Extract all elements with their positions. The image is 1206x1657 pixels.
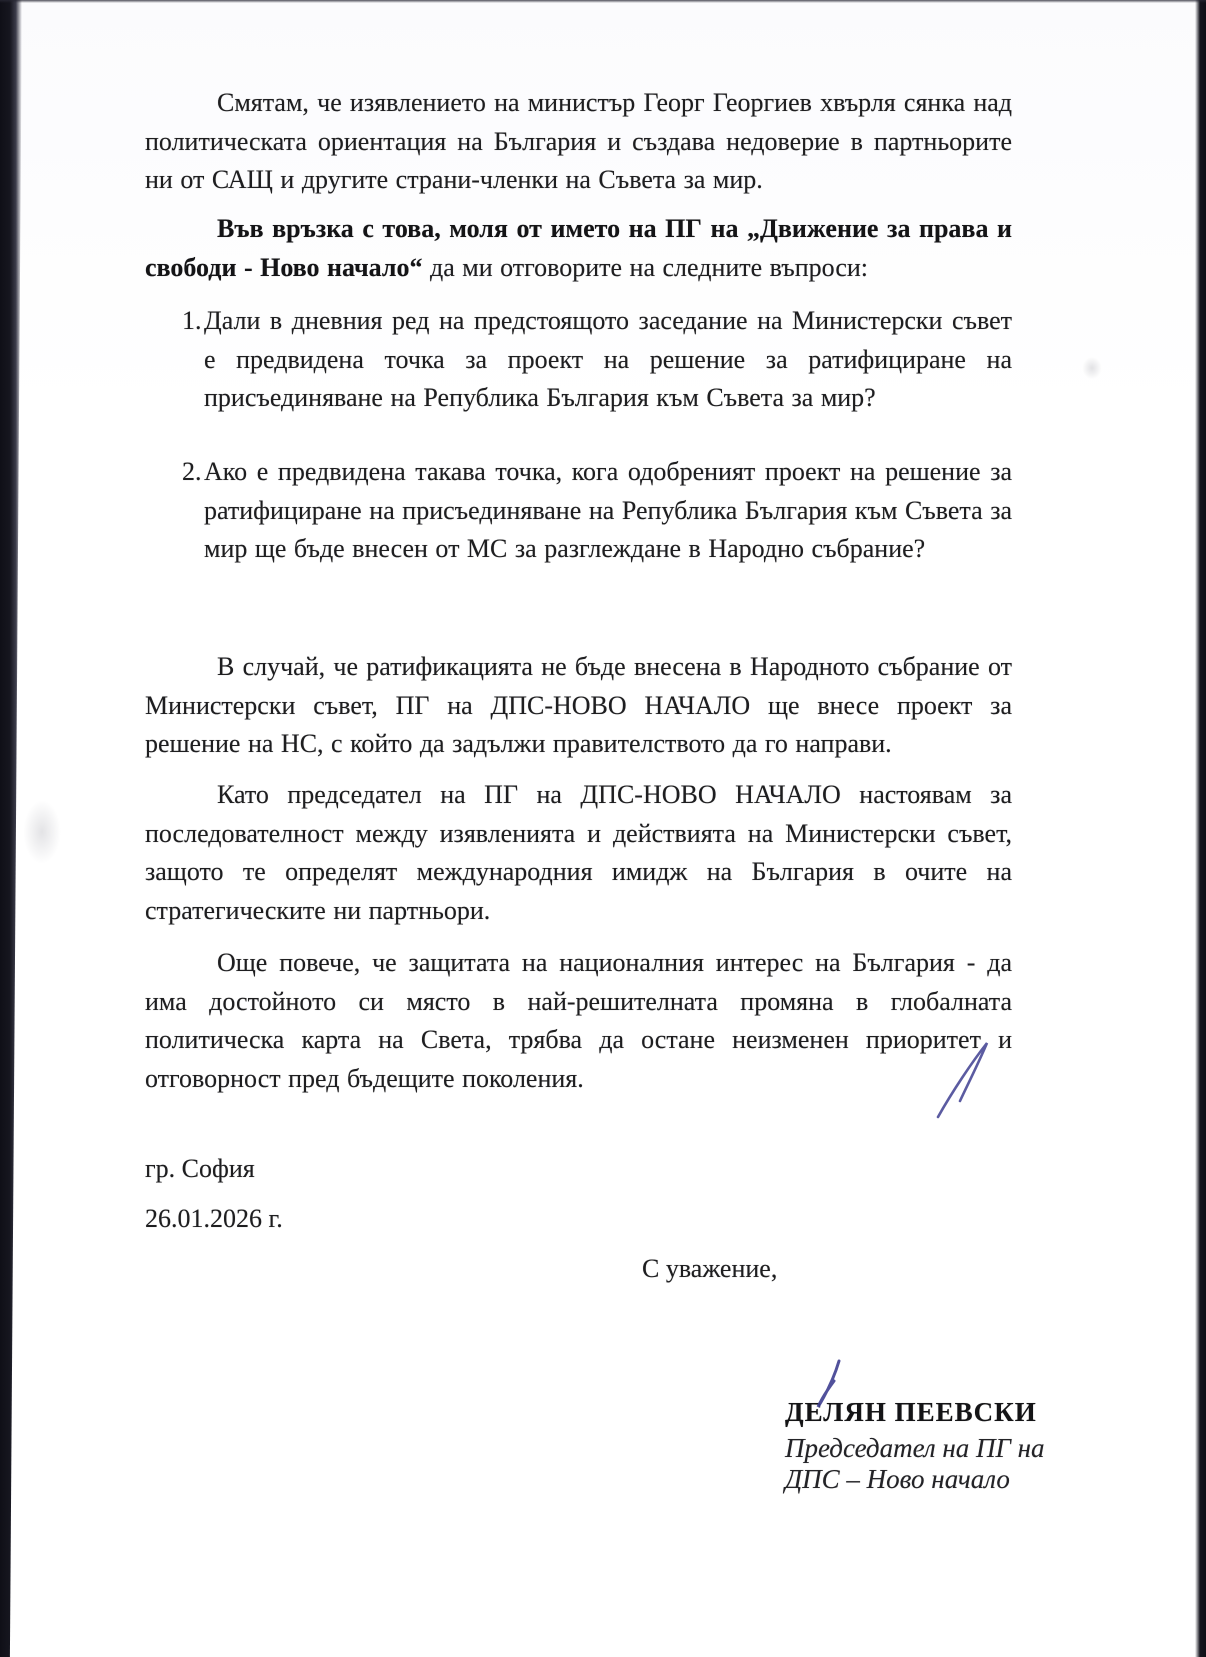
scan-edge-right — [1195, 0, 1206, 1657]
paragraph-chairman: Като председател на ПГ на ДПС-НОВО НАЧАЛО настоявам за последователност между изявленията и действията на Министерски съвет, защото те определят международния имидж на България в очите на стратегическите ни партньори. — [145, 780, 1012, 925]
city-line: гр. София — [145, 1154, 255, 1183]
signature-block — [785, 1396, 1045, 1495]
paragraph-intro: Смятам, че изявлението на министър Георг Георгиев хвърля сянка над политическата ориентация на България и създава недоверие в партньорите ни от САЩ и другите страни-членки на Съвета за мир. — [145, 88, 1012, 194]
signatory-title-line-1: Председател на ПГ на — [785, 1433, 1045, 1463]
question-2-number: 2. — [182, 457, 202, 486]
question-item-2 — [182, 453, 1012, 569]
paragraph-ratification: В случай, че ратификацията не бъде внесена в Народното събрание от Министерски съвет, ПГ на ДПС-НОВО НАЧАЛО ще внесе проект за решение на НС, с който да задължи правителството да го направи. — [145, 652, 1012, 758]
signatory-title-line-2: ДПС – Ново начало — [785, 1464, 1010, 1494]
scan-smudge — [16, 788, 68, 876]
closing-salutation: С уважение, — [642, 1254, 778, 1283]
question-item-1 — [182, 302, 1012, 418]
scan-artifact — [1078, 352, 1106, 384]
scan-edge-top — [0, 0, 1206, 3]
question-1-text: Дали в дневния ред на предстоящото заседание на Министерски съвет е предвидена точка за проект на решение за ратифициране на присъединяване на Република България към Съвета за мир? — [204, 306, 1012, 412]
question-1-number: 1. — [182, 306, 202, 335]
paragraph-request — [145, 210, 1012, 287]
paragraph-national-interest: Още повече, че защитата на националния интерес на България - да има достойното си място в най-решителната промяна в глобалната политическа карта на Света, трябва да остане неизменен приоритет и отговорност пред бъдещите поколения. — [145, 948, 1012, 1093]
paragraph-request-rest: да ми отговорите на следните въпроси: — [422, 252, 868, 282]
date-line: 26.01.2026 г. — [145, 1204, 283, 1233]
question-2-text: Ако е предвидена такава точка, кога одобреният проект на решение за ратифициране на присъединяване на Република България към Съвета за мир ще бъде внесен от МС за разглеждане в Народно събрание? — [204, 457, 1012, 563]
signatory-name: ДЕЛЯН ПЕЕВСКИ — [785, 1397, 1037, 1427]
paragraph-request-bold: Във връзка с това, моля от името на ПГ на „Движение за права и свободи - Ново начало“ — [145, 214, 1012, 282]
